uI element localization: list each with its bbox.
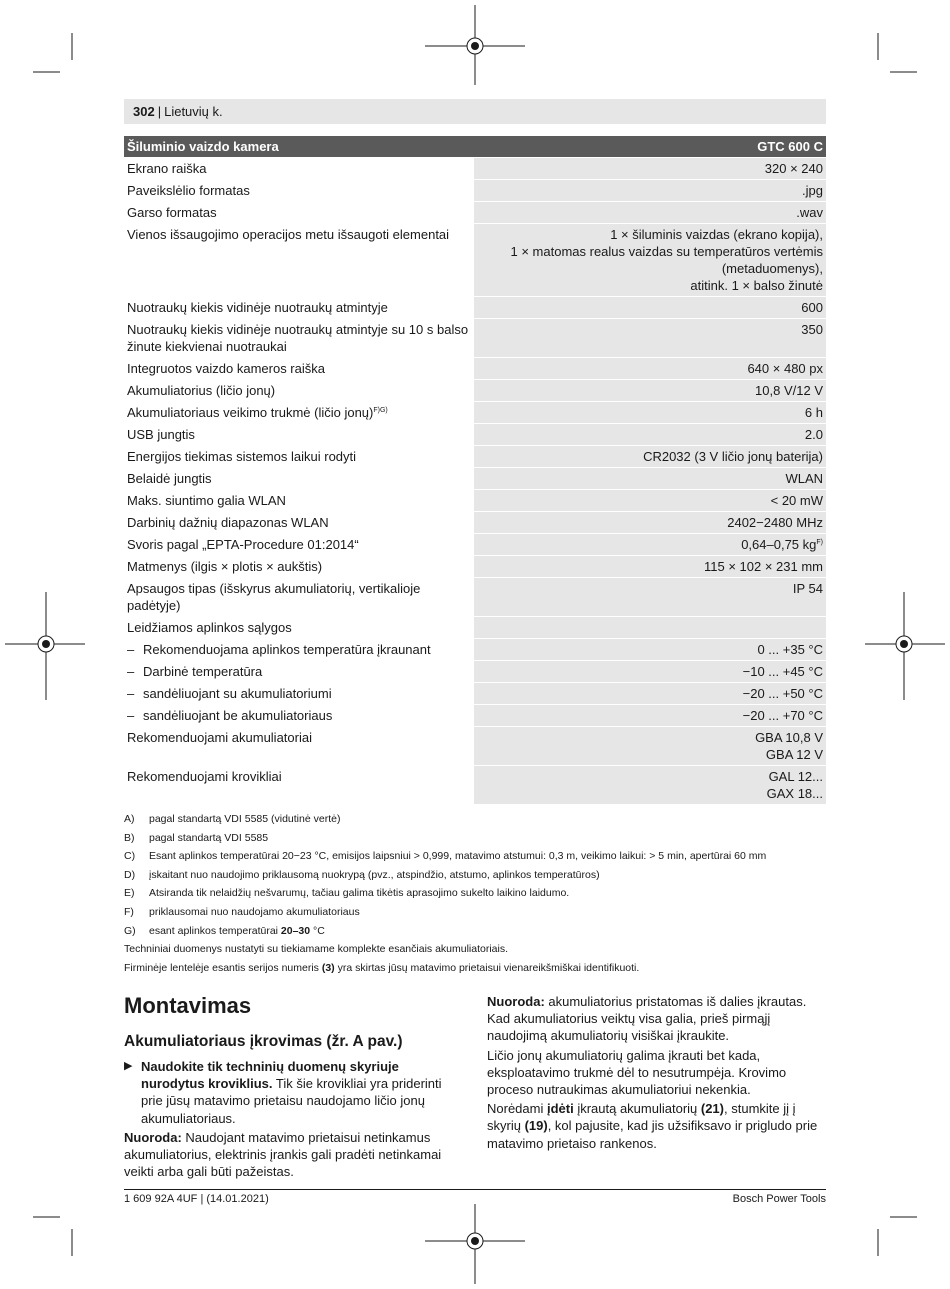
spec-label	[124, 202, 474, 224]
footnote-text: Atsiranda tik nelaidžių nešvarumų, tačiau galima tikėtis aprasojimo sukelto laikino laidumo.	[149, 887, 570, 900]
dash-marker: –	[127, 686, 135, 701]
bullet-text: Naudokite tik techninių duomenų skyriuje nurodytus kroviklius. Tik šie krovikliai yra priderinti prie jūsų matavimo prietaisu naudojamo ličio jonų akumuliatoriaus.	[141, 1059, 442, 1126]
footnotes	[124, 810, 826, 977]
spec-value	[474, 705, 826, 727]
left-column	[124, 993, 454, 1182]
serial-note: Firminėje lentelėje esantis serijos numeris (3) yra skirtas jūsų matavimo prietaisui vienareikšmiškai identifikuoti.	[124, 961, 640, 974]
spec-label-text: Vienos išsaugojimo operacijos metu išsaugoti elementai	[127, 227, 450, 242]
spec-label	[124, 727, 474, 766]
spec-row	[124, 534, 826, 556]
spec-row	[124, 639, 826, 661]
footnote	[124, 903, 826, 922]
spec-label	[124, 556, 474, 578]
spec-value-text: −20 ... +70 °C	[742, 708, 823, 723]
spec-value	[474, 534, 826, 556]
spec-value-text: GAL 12... GAX 18...	[766, 769, 823, 801]
spec-value-text: GBA 10,8 V GBA 12 V	[755, 730, 823, 762]
spec-value	[474, 766, 826, 805]
spec-label	[124, 402, 474, 424]
spec-value-text: 0 ... +35 °C	[757, 642, 823, 657]
footnote	[124, 829, 826, 848]
footnote	[124, 810, 826, 829]
spec-label-text: Apsaugos tipas (išskyrus akumuliatorių, vertikalioje padėtyje)	[127, 581, 421, 613]
spec-row	[124, 683, 826, 705]
spec-table	[124, 136, 826, 805]
spec-label-text: Akumuliatoriaus veikimo trukmė (ličio jonų)	[127, 405, 374, 420]
spec-label-text: Ekrano raiška	[127, 161, 207, 176]
spec-value	[474, 617, 826, 639]
spec-label	[124, 534, 474, 556]
spec-label	[124, 224, 474, 297]
spec-row	[124, 661, 826, 683]
right-column	[487, 993, 825, 1154]
spec-label	[124, 490, 474, 512]
footnote-key: E)	[124, 887, 135, 900]
spec-table-title: Šiluminio vaizdo kamera	[124, 136, 474, 158]
spec-value	[474, 578, 826, 617]
footnote-text: pagal standartą VDI 5585	[149, 831, 269, 844]
spec-value	[474, 727, 826, 766]
spec-label	[124, 639, 474, 661]
dash-marker: –	[127, 708, 135, 723]
spec-label-text: Rekomenduojama aplinkos temperatūra įkraunant	[143, 642, 431, 657]
spec-value-text: 2402−2480 MHz	[727, 515, 823, 530]
spec-value	[474, 297, 826, 319]
spec-label	[124, 358, 474, 380]
spec-label-text: Svoris pagal „EPTA-Procedure 01:2014“	[127, 537, 359, 552]
spec-value-text: IP 54	[792, 581, 823, 596]
spec-value-text: 6 h	[804, 405, 823, 420]
dash-marker: –	[127, 642, 135, 657]
section-title: Montavimas	[124, 993, 252, 1018]
spec-label-text: Nuotraukų kiekis vidinėje nuotraukų atmintyje su 10 s balso žinute kiekvienai nuotraukai	[127, 322, 469, 354]
spec-value	[474, 424, 826, 446]
liion-paragraph: Ličio jonų akumuliatorių galima įkrauti bet kada, eksploatavimo trukmė dėl to nesutrumpėja. Krovimo proceso nutraukimas akumuliatoriui nekenkia.	[487, 1047, 787, 1098]
spec-label	[124, 446, 474, 468]
spec-value-text: .jpg	[802, 183, 823, 198]
spec-row	[124, 705, 826, 727]
spec-label	[124, 617, 474, 639]
spec-value	[474, 512, 826, 534]
footnote-key: B)	[124, 831, 135, 844]
spec-row	[124, 617, 826, 639]
insert-paragraph: Norėdami įdėti įkrautą akumuliatorių (21), stumkite jį į skyrių (19), kol pajusite, kad jis užsifiksavo ir prigludo prie matavimo prietaiso rankenos.	[487, 1101, 818, 1151]
spec-row	[124, 202, 826, 224]
spec-value	[474, 380, 826, 402]
footnote-ref: F)G)	[373, 407, 388, 414]
spec-label-text: Energijos tiekimas sistemos laikui rodyti	[127, 449, 357, 464]
spec-label-text: sandėliuojant be akumuliatoriaus	[143, 708, 333, 723]
spec-label-text: Belaidė jungtis	[127, 471, 212, 486]
spec-row	[124, 766, 826, 805]
footnote-text: Esant aplinkos temperatūrai 20−23 °C, emisijos laipsniui > 0,999, matavimo atstumui: 0,3 m, veikimo laikui: > 5 min, apertūrai 60 mm	[149, 850, 767, 863]
spec-label	[124, 512, 474, 534]
spec-value	[474, 639, 826, 661]
footnote-ref: F)	[816, 539, 823, 546]
note-partial-charge: Nuoroda: akumuliatorius pristatomas iš dalies įkrautas. Kad akumuliatorius veiktų visa galia, prieš pirmąjį naudojimą akumuliatorių visiškai įkraukite.	[487, 994, 807, 1044]
spec-label	[124, 468, 474, 490]
footer-brand: Bosch Power Tools	[732, 1193, 826, 1205]
spec-label-text: Paveikslėlio formatas	[127, 183, 250, 198]
spec-value-text: .wav	[796, 205, 823, 220]
footnote-key: F)	[124, 905, 134, 918]
header-separator: |	[157, 104, 162, 119]
footnote	[124, 847, 826, 866]
footnote-key: C)	[124, 850, 136, 863]
spec-label	[124, 661, 474, 683]
spec-row	[124, 424, 826, 446]
spec-label-text: Rekomenduojami akumuliatoriai	[127, 730, 312, 745]
section-subtitle: Akumuliatoriaus įkrovimas (žr. A pav.)	[124, 1033, 403, 1050]
footnote-key: A)	[124, 813, 135, 825]
spec-label-text: USB jungtis	[127, 427, 195, 442]
spec-value	[474, 319, 826, 358]
spec-row	[124, 224, 826, 297]
spec-value	[474, 490, 826, 512]
spec-value	[474, 358, 826, 380]
spec-label-text: Darbinių dažnių diapazonas WLAN	[127, 515, 329, 530]
spec-label-text: Integruotos vaizdo kameros raiška	[127, 361, 325, 376]
spec-value-text: 320 × 240	[764, 161, 823, 176]
spec-label	[124, 380, 474, 402]
spec-row	[124, 297, 826, 319]
page-footer	[124, 1189, 826, 1205]
spec-label	[124, 705, 474, 727]
footnote-text: priklausomai nuo naudojamo akumuliatoriaus	[149, 905, 360, 918]
page-number: 302	[133, 104, 155, 119]
spec-label-text: Nuotraukų kiekis vidinėje nuotraukų atmintyje	[127, 300, 388, 315]
footnote	[124, 884, 826, 903]
spec-value	[474, 446, 826, 468]
spec-value	[474, 180, 826, 202]
spec-value-text: 115 × 102 × 231 mm	[703, 559, 823, 574]
spec-label-text: Akumuliatorius (ličio jonų)	[127, 383, 276, 398]
warning-bullet	[124, 1058, 454, 1127]
spec-value-text: WLAN	[785, 471, 823, 486]
dash-marker: –	[127, 664, 135, 679]
spec-row	[124, 319, 826, 358]
footnote	[124, 922, 826, 941]
spec-value-text: 0,64–0,75 kg	[741, 537, 817, 552]
footnote-text: įskaitant nuo naudojimo priklausomą nuokrypą (pvz., atspindžio, atstumo, aplinkos temperatūros)	[149, 868, 600, 881]
note-charger: Nuoroda: Naudojant matavimo prietaisui netinkamus akumuliatorius, elektrinis įrankis gali pradėti netinkamai veikti arba gali būti pažeistas.	[124, 1129, 442, 1180]
spec-value-text: 640 × 480 px	[747, 361, 823, 376]
spec-row	[124, 380, 826, 402]
page-header	[124, 99, 826, 124]
spec-label	[124, 683, 474, 705]
spec-label-text: Rekomenduojami krovikliai	[127, 769, 282, 784]
spec-row	[124, 446, 826, 468]
spec-value	[474, 683, 826, 705]
spec-label	[124, 578, 474, 617]
spec-value-text: 10,8 V/12 V	[755, 383, 823, 398]
spec-value-text: < 20 mW	[770, 493, 823, 508]
spec-value-text: 600	[801, 300, 823, 315]
spec-value-text: −20 ... +50 °C	[742, 686, 823, 701]
footer-doc-id: 1 609 92A 4UF | (14.01.2021)	[124, 1193, 269, 1205]
spec-value-text: −10 ... +45 °C	[742, 664, 823, 679]
spec-value	[474, 556, 826, 578]
spec-label	[124, 424, 474, 446]
spec-label-text: sandėliuojant su akumuliatoriumi	[143, 686, 332, 701]
technical-note: Techniniai duomenys nustatyti su tiekiamame komplekte esančiais akumuliatoriais.	[124, 943, 509, 956]
spec-label-text: Leidžiamos aplinkos sąlygos	[127, 620, 292, 635]
spec-value-text: 350	[801, 322, 823, 337]
spec-row	[124, 402, 826, 424]
spec-label-text: Garso formatas	[127, 205, 217, 220]
header-language: Lietuvių k.	[164, 104, 223, 119]
spec-value	[474, 224, 826, 297]
spec-label-text: Matmenys (ilgis × plotis × aukštis)	[127, 559, 323, 574]
spec-table-header	[124, 136, 826, 158]
footnote-key: G)	[124, 924, 136, 937]
footnote-key: D)	[124, 868, 136, 881]
spec-row	[124, 556, 826, 578]
spec-table-model: GTC 600 C	[474, 136, 826, 158]
spec-label-text: Darbinė temperatūra	[143, 664, 263, 679]
spec-row	[124, 158, 826, 180]
spec-row	[124, 468, 826, 490]
spec-row	[124, 727, 826, 766]
spec-row	[124, 180, 826, 202]
spec-row	[124, 358, 826, 380]
spec-value	[474, 468, 826, 490]
spec-label	[124, 297, 474, 319]
spec-value	[474, 661, 826, 683]
spec-row	[124, 512, 826, 534]
spec-value-text: CR2032 (3 V ličio jonų baterija)	[643, 449, 823, 464]
spec-value	[474, 402, 826, 424]
triangle-right-icon: ▶	[124, 1060, 133, 1072]
footnote-text: pagal standartą VDI 5585 (vidutinė vertė)	[149, 813, 341, 825]
spec-label	[124, 319, 474, 358]
spec-value	[474, 158, 826, 180]
spec-label	[124, 766, 474, 805]
spec-label-text: Maks. siuntimo galia WLAN	[127, 493, 286, 508]
spec-value-text: 1 × šiluminis vaizdas (ekrano kopija), 1 × matomas realus vaizdas su temperatūros vertėmis (metaduomenys), atitink. 1 × balso žinutė	[510, 227, 823, 293]
spec-value	[474, 202, 826, 224]
spec-label	[124, 180, 474, 202]
footnote-text: esant aplinkos temperatūrai 20–30 °C	[149, 924, 325, 937]
spec-row	[124, 578, 826, 617]
footnote	[124, 866, 826, 885]
spec-row	[124, 490, 826, 512]
spec-label	[124, 158, 474, 180]
spec-value-text: 2.0	[804, 427, 823, 442]
